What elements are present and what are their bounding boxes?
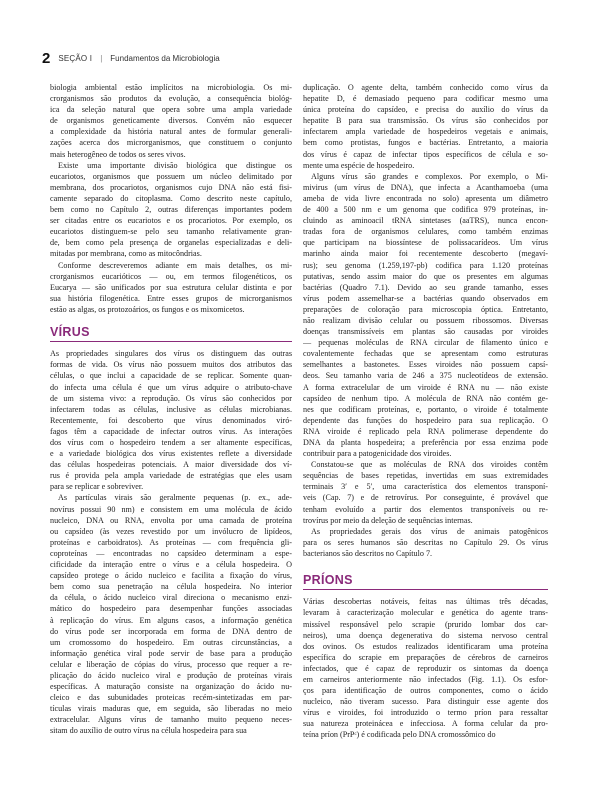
text-line: que participam na biossíntese de polissacarídeos. Um vírus	[303, 238, 548, 248]
text-line: bem como protistas, fungos e bactérias. Entretanto, a maioria	[303, 138, 548, 148]
text-line: a complexidade da história natural antes de formular generali-	[50, 127, 292, 137]
text-line: semelhantes a bastonetes. Esses viroides não possuem capsí-	[303, 360, 548, 370]
right-column	[303, 82, 548, 741]
text-line: ou capsídeo (às vezes revestido por um invólucro de lipídeos,	[50, 526, 292, 536]
section-heading-prions: PRÍONS	[303, 573, 353, 588]
text-line: terminais 3′ e 5′, uma característica dos elementos transponí-	[303, 482, 548, 492]
text-line: membrana, dos procariotos, organismos cujo DNA não está fisi-	[50, 182, 292, 192]
section-heading-virus: VÍRUS	[50, 324, 90, 339]
text-line: covalentemente fechadas que se apresentam como estruturas	[303, 349, 548, 359]
text-line: biologia ambiental estão implícitos na microbiologia. Os mi-	[50, 83, 292, 92]
text-line: dos vírus é capaz de infectar tipos específicos de célula e so-	[303, 149, 548, 159]
text-line: vírus e viroides, foi introduzido o termo príon para ressaltar	[303, 708, 548, 718]
text-line: do infecta uma célula é que um vírus adquire o atributo-chave	[50, 382, 292, 392]
text-line: em carneiros anteriormente não infectados (Fig. 1.1). Os esfor-	[303, 674, 548, 684]
text-line: — pequenas moléculas de RNA circular de filamento único e	[303, 338, 548, 348]
text-line: levaram à caracterização molecular e genética do agente trans-	[303, 608, 548, 618]
text-line: crorganismos são produtos da evolução, a consequência biológ-	[50, 94, 292, 104]
running-head	[42, 50, 220, 66]
text-line: mitadas por membrana, como as mitocôndrias.	[50, 249, 202, 259]
paragraph	[303, 526, 548, 559]
text-line: para se replicar e sobreviver.	[50, 482, 144, 492]
text-line: única proteína do capsídeo, e precisa do auxílio do vírus da	[303, 105, 548, 115]
text-line: tículas virais maduras que, em seguida, são liberadas no meio	[50, 704, 292, 714]
section-separator: |	[100, 53, 103, 63]
text-line: de um sistema vivo: a reprodução. Os vírus são conhecidos por	[50, 393, 292, 403]
text-line: extracelular. Alguns vírus de tamanho muito pequeno neces-	[50, 715, 292, 725]
paragraph	[50, 348, 292, 492]
text-line: teína príon (PrPᶜ) é codificada pelo DNA cromossômico do	[303, 730, 496, 740]
text-line: DNA da planta hospedeira; a preferência por essa enzima pode	[303, 438, 548, 447]
text-line: trovírus por meio da deleção de sequências internas.	[303, 515, 473, 525]
text-line: mático do hospedeiro para desempenhar funções associadas	[50, 604, 292, 614]
text-line: específica do scrapie em preparações de cérebros de carneiros	[303, 652, 548, 662]
text-line: dos ovinos. Os estudos realizados identificaram uma proteína	[303, 641, 548, 651]
text-line: do vírus pode ser incorporada em forma de DNA dentro de	[50, 626, 292, 636]
paragraph	[303, 82, 548, 171]
text-line: camente separado do citoplasma. Como descrito neste capítulo,	[50, 193, 292, 203]
text-line: Eucarya — são unificados por sua estrutura celular distinta e por	[50, 282, 292, 292]
text-line: informação genética viral pode servir de base para a produção	[50, 648, 292, 658]
text-line: cleico e das subunidades proteicas recém-sintetizadas em par-	[50, 693, 292, 703]
text-line: bacterianos são descritos no Capítulo 7.	[303, 548, 433, 558]
text-line: específicas. A maturação consiste na organização do ácido nu-	[50, 682, 292, 692]
text-line: duplicação. O agente delta, também conhecido como vírus da	[303, 83, 548, 92]
text-line: nes que codificam proteínas, e, portanto, o viroide é totalmente	[303, 404, 548, 414]
text-line: eucariotos, organismos que possuem um núcleo delimitado por	[50, 171, 292, 181]
text-line: ica da seleção natural que opera sobre uma ampla variedade	[50, 105, 292, 115]
paragraph	[50, 82, 292, 160]
paragraph	[303, 459, 548, 526]
text-line: Conforme descreveremos adiante em mais detalhes, os mi-	[58, 260, 292, 270]
section-title: Fundamentos da Microbiologia	[110, 53, 220, 63]
text-line: da célula, o ácido nucleico viral direciona o mecanismo enzi-	[50, 593, 292, 603]
text-line: à replicação do vírus. Em alguns casos, a informação genética	[50, 615, 292, 625]
section-label: SEÇÃO I	[58, 53, 93, 63]
text-line: capsídeo de nenhum tipo. A molécula de RNA não contém ge-	[303, 393, 548, 403]
text-line: não realizam divisão celular ou possuem ribossomos. Diversas	[303, 315, 548, 325]
text-line: As propriedades singulares dos vírus os distinguem das outras	[50, 349, 292, 359]
text-line: RNA viroide é replicado pela RNA polimerase dependente do	[303, 426, 548, 436]
text-line: hepatite B para sua transmissão. Os vírus são conhecidos por	[303, 116, 548, 126]
paragraph	[50, 260, 292, 315]
paragraph	[50, 492, 292, 736]
text-line: proteínas e carboidratos). As proteínas — com frequência gli-	[50, 537, 292, 547]
text-line: sequências de bases repetidas, invertidas em suas extremidades	[303, 471, 548, 481]
text-line: preparações de coloração para microscopia óptica. Entretanto,	[303, 304, 548, 314]
text-line: bem como no Capítulo 2, outras diferenças importantes podem	[50, 205, 292, 215]
text-line: deos. Seu tamanho varia de 246 a 375 nucleotídeos de extensão.	[303, 371, 548, 381]
text-line: de, bem como pela presença de organelas especializadas e deli-	[50, 238, 292, 248]
paragraph	[303, 171, 548, 459]
text-line: hepatite D, é demasiado pequeno para codificar mesmo uma	[303, 94, 548, 104]
text-line: dependente das funções do hospedeiro para sua replicação. O	[303, 415, 548, 425]
text-line: infectados, que é capaz de reproduzir os sintomas da doença	[303, 663, 548, 673]
heading-rule	[50, 341, 292, 342]
text-line: As partículas virais são geralmente pequenas (p. ex., ade-	[58, 493, 292, 503]
text-line: capsídeo protege o ácido nucleico e facilita a fixação do vírus,	[50, 571, 292, 581]
text-line: doenças transmissíveis em plantas são causadas por viroides	[303, 327, 548, 337]
text-line: rus é provida pela ampla variedade de estratégias que eles usam	[50, 471, 292, 481]
text-line: celular e liberação de cópias do vírus, processo que requer a re-	[50, 659, 292, 669]
text-line: missível responsável pelo scrapie (prurido lombar dos car-	[303, 619, 548, 629]
text-line: infectarem ampla variedade de hospedeiros vegetais e animais,	[303, 127, 548, 137]
text-line: cluindo as aminoacil tRNA sintetases (aaTRS), nunca encon-	[303, 216, 548, 226]
text-line: tenham evoluído a partir dos elementos transponíveis ou re-	[303, 504, 548, 514]
text-line: e a variedade biológica dos vírus existentes reflete a diversidade	[50, 449, 292, 459]
text-line: crorganismos eucarióticos — ou, em termos filogenéticos, os	[50, 271, 292, 281]
text-line: ameba de vida livre encontrada no solo) apresenta um diâmetro	[303, 193, 548, 203]
text-line: sua história filogenética. Entre esses grupos de microrganismos	[50, 293, 292, 303]
text-line: dos vírus com o hospedeiro tendem a ser altamente específicas,	[50, 438, 292, 448]
page-number: 2	[42, 49, 51, 67]
text-line: Recentemente, foi descoberto que vírus denominados viró-	[50, 415, 292, 425]
text-line: bem como sua penetração na célula hospedeira. No interior	[50, 582, 292, 592]
text-line: eucariotos distinguem-se pelo seu tamanho relativamente gran-	[50, 227, 292, 237]
text-line: Alguns vírus são grandes e complexos. Por exemplo, o Mi-	[311, 171, 548, 181]
text-line: putativas, sendo assim maior do que os presentes em algumas	[303, 271, 548, 281]
text-line: ços para identificação de outros componentes, como o ácido	[303, 686, 548, 696]
text-line: para os seres humanos são descritas no Capítulo 29. Os vírus	[303, 537, 548, 547]
text-line: sua natureza proteinácea e infecciosa. A forma celular da pro-	[303, 719, 548, 729]
text-line: nucleico, DNA ou RNA, envolta por uma camada de proteína	[50, 515, 292, 525]
text-line: nucleico, não tiveram sucesso. Para distinguir esse agente dos	[303, 697, 548, 707]
text-line: tradas fora de organismos celulares, como também enzimas	[303, 227, 548, 237]
text-line: sitam do auxílio de outro vírus na célula hospedeira para sua	[50, 726, 247, 736]
text-line: marinho ainda maior foi recentemente descoberto (megaví-	[303, 249, 548, 259]
text-line: estão as algas, os protozoários, os fungos e os mixomicetos.	[50, 304, 245, 314]
text-line: neiros), uma doença degenerativa do sistema nervoso central	[303, 630, 548, 640]
text-line: mais heterogêneo de todos os seres vivos.	[50, 149, 186, 159]
text-line: um cromossomo do hospedeiro. Em outras circunstâncias, a	[50, 637, 292, 647]
text-line: das células hospedeiras potenciais. A maior diversidade dos ví-	[50, 460, 292, 470]
text-line: cificidade da interação entre o vírus e a célula hospedeira. O	[50, 560, 292, 570]
text-line: bactérias (Quadro 7.1). Devido ao seu grande tamanho, esses	[303, 282, 548, 292]
text-line: de 400 a 500 nm e um genoma que codifica 979 proteínas, in-	[303, 205, 548, 215]
text-line: ser citadas entre os eucariotos e os procariotos. Por exemplo, os	[50, 216, 292, 226]
text-line: mivirus (um vírus de DNA), que infecta a Acanthamoeba (uma	[303, 182, 548, 192]
text-line: A forma extracelular de um viroide é RNA nu — não existe	[303, 382, 548, 392]
left-column	[50, 82, 292, 737]
text-line: contribuir para a patogenicidade dos viroides.	[303, 449, 452, 459]
text-line: veis (Cap. 7) e de retrovírus. Por conseguinte, é provável que	[303, 493, 548, 503]
paragraph	[303, 596, 548, 740]
text-line: rus); seu genoma (1.259,197-pb) codifica para 1.120 proteínas	[303, 260, 548, 270]
paragraph	[50, 160, 292, 260]
text-line: plicação do ácido nucleico viral e produção de proteínas virais	[50, 670, 292, 680]
text-line: Constatou-se que as moléculas de RNA dos viroides contêm	[311, 460, 548, 470]
text-line: Existe uma importante divisão biológica que distingue os	[58, 160, 292, 170]
text-line: Várias descobertas notáveis, feitas nas últimas três décadas,	[303, 597, 548, 607]
text-line: zações acerca dos microrganismos, que constituem o conjunto	[50, 138, 292, 148]
heading-rule	[303, 589, 548, 590]
text-line: novírus possui 90 nm) e consistem em uma molécula de ácido	[50, 504, 292, 514]
text-line: infectarem todas as células, inclusive as células microbianas.	[50, 404, 292, 414]
text-line: As propriedades gerais dos vírus de animais patogênicos	[311, 526, 548, 536]
text-line: fagos têm a capacidade de infectar outros vírus. As interações	[50, 426, 292, 436]
text-line: formas de vida. Os vírus não possuem muitos dos atributos das	[50, 360, 292, 370]
text-line: vírus podem assemelhar-se a bactérias quando observados em	[303, 293, 548, 303]
text-line: coproteínas — encontradas no capsídeo determinam a espe-	[50, 548, 292, 558]
text-line: de organismos geneticamente diversos. Convém não esquecer	[50, 116, 292, 126]
text-line: células, o que inclui a capacidade de se replicar. Somente quan-	[50, 371, 292, 381]
text-line: mente uma espécie de hospedeiro.	[303, 160, 415, 170]
